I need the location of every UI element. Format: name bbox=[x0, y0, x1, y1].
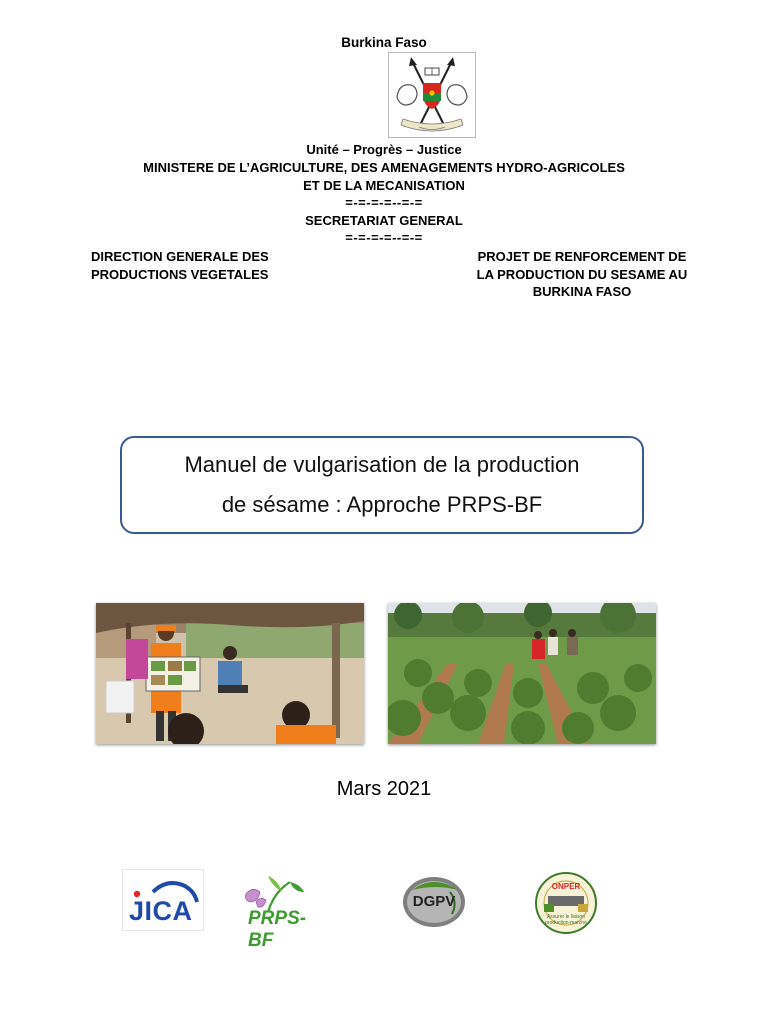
country-name: Burkina Faso bbox=[341, 35, 427, 50]
project-line3: BURKINA FASO bbox=[532, 284, 632, 299]
project-line1: PROJET DE RENFORCEMENT DE bbox=[477, 249, 687, 264]
separator: =-=-=-=--=-= bbox=[345, 230, 423, 245]
project-block bbox=[455, 248, 709, 301]
prps-bf-logo-text: PRPS-BF bbox=[248, 908, 307, 951]
onper-seal-icon bbox=[518, 870, 614, 936]
coat-of-arms-icon bbox=[389, 53, 475, 137]
document-title-line2: de sésame : Approche PRPS-BF bbox=[221, 492, 543, 517]
onper-logo bbox=[518, 870, 614, 936]
coat-of-arms-emblem bbox=[388, 52, 476, 138]
onper-logo-text: ONPER bbox=[551, 882, 581, 891]
training-session-photo bbox=[96, 603, 364, 744]
separator: =-=-=-=--=-= bbox=[345, 195, 423, 210]
national-motto: Unité – Progrès – Justice bbox=[306, 142, 462, 157]
dgpv-logo bbox=[400, 874, 468, 930]
ministry-name-line2: ET DE LA MECANISATION bbox=[303, 178, 465, 193]
directorate-line2: PRODUCTIONS VEGETALES bbox=[91, 266, 269, 282]
document-title-line1: Manuel de vulgarisation de la production bbox=[184, 452, 580, 477]
document-title-box bbox=[120, 436, 644, 534]
jica-logo-text: JICA bbox=[129, 896, 193, 926]
dgpv-logo-text: DGPV bbox=[412, 893, 456, 910]
jica-logo bbox=[122, 869, 204, 931]
directorate-block bbox=[91, 248, 269, 283]
sesame-field-photo bbox=[388, 603, 656, 744]
prps-bf-logo bbox=[238, 872, 322, 951]
secretariat-general: SECRETARIAT GENERAL bbox=[305, 213, 463, 228]
project-line2: LA PRODUCTION DU SESAME AU bbox=[476, 266, 688, 282]
directorate-line1: DIRECTION GENERALE DES bbox=[91, 249, 269, 264]
publication-date: Mars 2021 bbox=[336, 778, 432, 800]
ministry-name-line1: MINISTERE DE L’AGRICULTURE, DES AMENAGEMENTS HYDRO-AGRICOLES bbox=[143, 160, 625, 175]
onper-logo-subtitle: Assurer le liaison production-marché bbox=[545, 914, 587, 926]
